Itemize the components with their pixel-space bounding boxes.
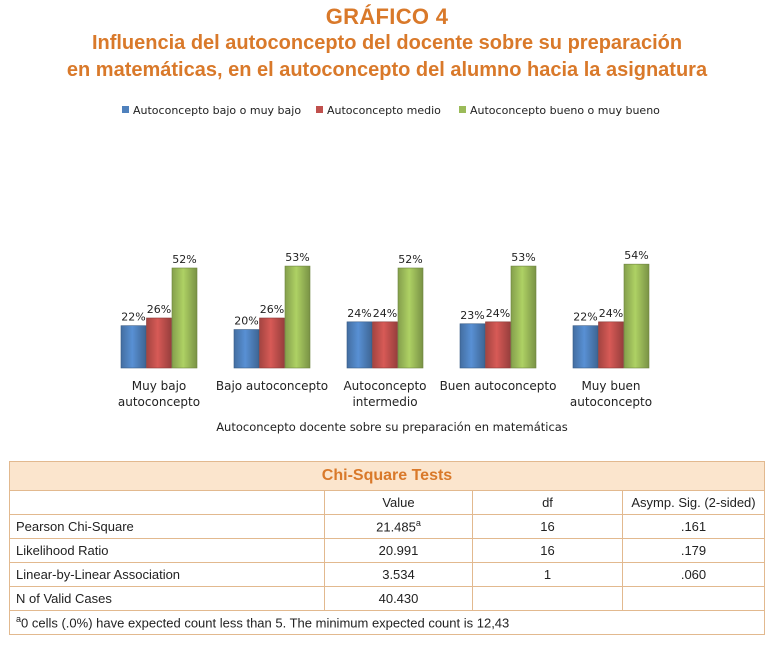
chi-square-table-wrap xyxy=(9,461,765,641)
legend-swatch xyxy=(459,106,466,113)
data-label: 52% xyxy=(398,253,423,266)
table-footnote-row xyxy=(10,611,765,635)
data-label: 22% xyxy=(573,310,598,324)
x-tick-label: Buen autoconcepto xyxy=(439,379,557,393)
x-tick-label: Bajo autoconcepto xyxy=(215,379,329,393)
header-value: Value xyxy=(325,491,473,515)
bar xyxy=(172,268,197,368)
row-value: 3.534 xyxy=(325,563,473,587)
legend-label: Autoconcepto bueno o muy bueno xyxy=(470,104,660,117)
bar xyxy=(511,266,536,368)
chi-square-table xyxy=(9,461,765,635)
data-label: 23% xyxy=(460,308,485,322)
figure-title-line-2: en matemáticas, en el autoconcepto del alumno hacia la asignatura xyxy=(66,59,708,81)
x-axis-label: Autoconcepto docente sobre su preparación en matemáticas xyxy=(216,420,568,434)
bar xyxy=(147,318,172,368)
row-label: Pearson Chi-Square xyxy=(10,515,325,539)
row-sig xyxy=(623,587,765,611)
table-row xyxy=(10,563,765,587)
row-value: 21.485$^a$ xyxy=(325,515,473,539)
row-df: 16 xyxy=(473,515,623,539)
bar xyxy=(121,326,146,368)
row-label: N of Valid Cases xyxy=(10,587,325,611)
bar xyxy=(398,268,423,368)
legend-label: Autoconcepto medio xyxy=(327,104,441,117)
row-value: 40.430 xyxy=(325,587,473,611)
table-caption: Chi-Square Tests xyxy=(10,462,765,491)
footnote-text: 0 cells (.0%) have expected count less than 5. The minimum expected count is 12,43 xyxy=(21,615,510,631)
row-sig: .179 xyxy=(623,539,765,563)
x-tick-label: Muy buen xyxy=(581,379,641,393)
bar xyxy=(624,264,649,368)
footnote-mark: a xyxy=(16,614,22,625)
header-empty xyxy=(10,491,325,515)
data-label: 20% xyxy=(234,314,259,328)
row-label: Linear-by-Linear Association xyxy=(10,563,325,587)
legend-label: Autoconcepto bajo o muy bajo xyxy=(133,104,302,117)
bar xyxy=(260,318,285,368)
bar xyxy=(599,322,624,368)
legend-swatch xyxy=(316,106,323,113)
figure-title-line-1: Influencia del autoconcepto del docente sobre su preparación xyxy=(91,32,683,54)
table-header-row xyxy=(10,491,765,515)
data-label: 54% xyxy=(624,249,649,263)
row-sig: .060 xyxy=(623,563,765,587)
figure-label: GRÁFICO 4 xyxy=(325,4,449,29)
x-tick-label: Autoconcepto xyxy=(343,379,427,393)
bar xyxy=(373,322,398,368)
data-label: 24% xyxy=(347,306,372,320)
x-tick-label: intermedio xyxy=(352,395,418,409)
data-label: 26% xyxy=(259,303,285,316)
row-df: 1 xyxy=(473,563,623,587)
header-sig: Asymp. Sig. (2-sided) xyxy=(623,491,765,515)
bar xyxy=(285,266,310,368)
row-df xyxy=(473,587,623,611)
figure-title-block xyxy=(0,4,774,84)
header-df: df xyxy=(473,491,623,515)
row-df: 16 xyxy=(473,539,623,563)
row-sig: .161 xyxy=(623,515,765,539)
row-label: Likelihood Ratio xyxy=(10,539,325,563)
data-label: 24% xyxy=(372,306,398,320)
x-tick-label: autoconcepto xyxy=(117,395,201,409)
table-row xyxy=(10,515,765,539)
row-value: 20.991 xyxy=(325,539,473,563)
data-label: 52% xyxy=(172,253,197,266)
bar xyxy=(234,330,259,368)
bar xyxy=(347,322,372,368)
bar-chart xyxy=(0,95,774,440)
row-value-sup: a xyxy=(415,518,421,529)
bar xyxy=(486,322,511,368)
table-footnote xyxy=(10,611,765,635)
data-label: 53% xyxy=(285,251,310,265)
legend-swatch xyxy=(122,106,129,113)
x-tick-label: Muy bajo xyxy=(131,379,187,393)
table-row xyxy=(10,587,765,611)
data-label: 26% xyxy=(146,303,172,316)
data-label: 24% xyxy=(485,306,511,320)
bar xyxy=(460,324,485,368)
data-label: 22% xyxy=(121,310,146,324)
data-label: 53% xyxy=(511,251,536,265)
bar xyxy=(573,326,598,368)
data-label: 24% xyxy=(598,306,624,320)
table-row xyxy=(10,539,765,563)
x-tick-label: autoconcepto xyxy=(569,395,653,409)
